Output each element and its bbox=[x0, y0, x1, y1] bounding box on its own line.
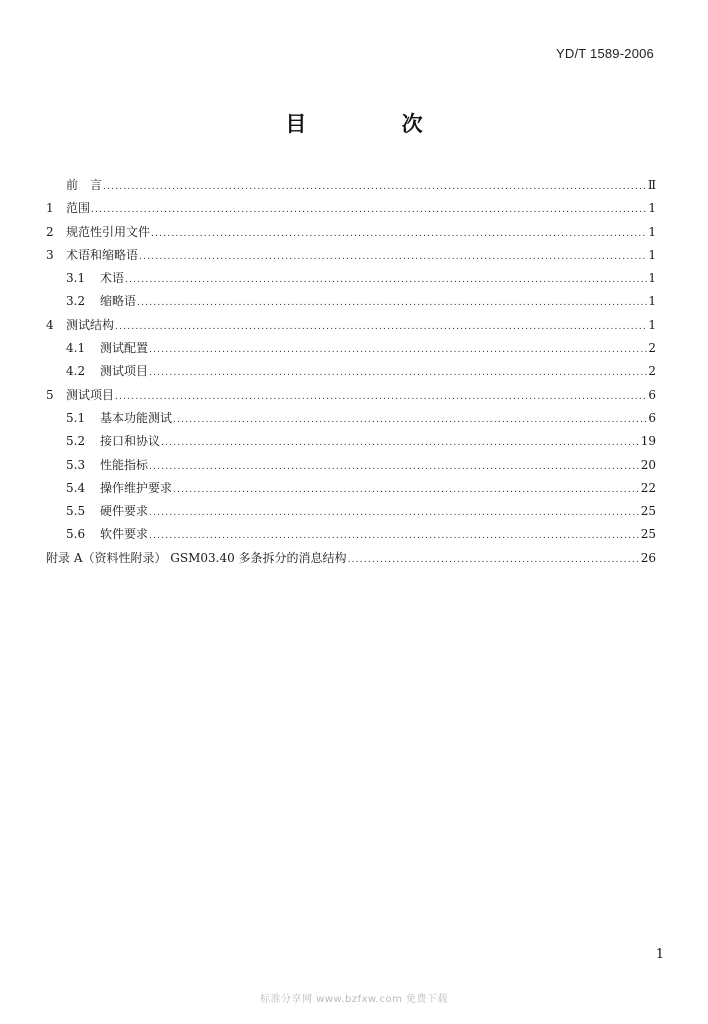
toc-entry-number: 5.4 bbox=[66, 480, 86, 495]
toc-entry-page: Ⅱ bbox=[647, 178, 656, 192]
toc-entry-number: 3 bbox=[46, 247, 54, 262]
toc-entry-number: 5.2 bbox=[66, 434, 86, 449]
toc-entry-label[interactable]: 附录 A（资料性附录） GSM03.40 多条拆分的消息结构 bbox=[46, 550, 347, 565]
toc-entry[interactable] bbox=[46, 174, 656, 197]
dot-leader bbox=[348, 549, 640, 572]
toc-entry-label[interactable]: 测试项目 bbox=[66, 387, 115, 402]
toc-entry-page: 1 bbox=[648, 294, 656, 309]
toc-entry-label[interactable]: 前 言 bbox=[66, 178, 103, 192]
toc-entry-label[interactable]: 接口和协议 bbox=[100, 434, 161, 449]
toc-entry[interactable] bbox=[46, 500, 656, 523]
toc-entry-page: 2 bbox=[648, 364, 656, 379]
toc-entry-label[interactable]: 软件要求 bbox=[100, 527, 149, 542]
dot-leader bbox=[173, 409, 647, 432]
toc-entry[interactable] bbox=[46, 430, 656, 453]
dot-leader bbox=[161, 432, 640, 455]
toc-entry-number: 3.2 bbox=[66, 294, 86, 309]
toc-entry[interactable] bbox=[46, 290, 656, 313]
page-number: 1 bbox=[655, 947, 664, 962]
toc-entry-page: 25 bbox=[640, 527, 656, 542]
dot-leader bbox=[91, 199, 647, 222]
toc-entry-page: 6 bbox=[648, 410, 656, 425]
toc-entry-label[interactable]: 缩略语 bbox=[100, 294, 137, 309]
toc-entry-label[interactable]: 术语和缩略语 bbox=[66, 247, 139, 262]
toc-entry-label[interactable]: 硬件要求 bbox=[100, 504, 149, 519]
toc-entry[interactable] bbox=[46, 384, 656, 407]
toc-entry-number: 5.6 bbox=[66, 527, 86, 542]
dot-leader bbox=[173, 479, 640, 502]
toc-entry-number: 2 bbox=[46, 224, 54, 239]
toc-entry-number: 5.5 bbox=[66, 504, 86, 519]
toc-entry-page: 19 bbox=[640, 434, 656, 449]
toc-entry[interactable] bbox=[46, 337, 656, 360]
toc-entry[interactable] bbox=[46, 454, 656, 477]
dot-leader bbox=[115, 316, 647, 339]
toc-entry-page: 2 bbox=[648, 341, 656, 356]
toc-entry-number: 5.3 bbox=[66, 457, 86, 472]
dot-leader bbox=[149, 502, 640, 525]
toc-entry-number: 1 bbox=[46, 201, 54, 216]
table-of-contents bbox=[46, 174, 656, 570]
toc-entry-label[interactable]: 测试配置 bbox=[100, 341, 149, 356]
toc-entry-page: 1 bbox=[648, 317, 656, 332]
toc-entry-page: 25 bbox=[640, 504, 656, 519]
toc-entry[interactable] bbox=[46, 407, 656, 430]
toc-entry[interactable] bbox=[46, 244, 656, 267]
toc-entry-number: 4.2 bbox=[66, 364, 86, 379]
toc-entry-page: 22 bbox=[640, 480, 656, 495]
dot-leader bbox=[103, 176, 647, 199]
dot-leader bbox=[137, 292, 647, 315]
toc-entry[interactable] bbox=[46, 523, 656, 546]
toc-entry-label[interactable]: 基本功能测试 bbox=[100, 410, 173, 425]
toc-entry-page: 1 bbox=[648, 224, 656, 239]
toc-entry-label[interactable]: 测试项目 bbox=[100, 364, 149, 379]
toc-entry-number: 4 bbox=[46, 317, 54, 332]
toc-entry-label[interactable]: 术语 bbox=[100, 271, 125, 286]
toc-entry-page: 26 bbox=[640, 550, 656, 565]
toc-entry-label[interactable]: 操作维护要求 bbox=[100, 480, 173, 495]
dot-leader bbox=[149, 456, 640, 479]
toc-entry-number: 5.1 bbox=[66, 410, 86, 425]
toc-entry[interactable] bbox=[46, 547, 656, 570]
dot-leader bbox=[149, 339, 647, 362]
toc-entry-page: 1 bbox=[648, 271, 656, 286]
dot-leader bbox=[149, 525, 640, 548]
toc-title: 目 次 bbox=[285, 112, 467, 136]
toc-entry[interactable] bbox=[46, 197, 656, 220]
toc-entry-page: 20 bbox=[640, 457, 656, 472]
watermark: 标准分享网 www.bzfxw.com 免费下载 bbox=[260, 994, 448, 1005]
dot-leader bbox=[115, 386, 647, 409]
toc-entry-label[interactable]: 规范性引用文件 bbox=[66, 224, 151, 239]
toc-entry-page: 1 bbox=[648, 247, 656, 262]
dot-leader bbox=[139, 246, 647, 269]
dot-leader bbox=[151, 223, 647, 246]
toc-entry[interactable] bbox=[46, 360, 656, 383]
toc-entry-number: 4.1 bbox=[66, 341, 86, 356]
toc-entry-page: 6 bbox=[648, 387, 656, 402]
toc-entry[interactable] bbox=[46, 221, 656, 244]
toc-entry-label[interactable]: 性能指标 bbox=[100, 457, 149, 472]
toc-entry[interactable] bbox=[46, 267, 656, 290]
toc-entry[interactable] bbox=[46, 477, 656, 500]
toc-entry-number: 5 bbox=[46, 387, 54, 402]
toc-entry-label[interactable]: 范围 bbox=[66, 201, 91, 216]
dot-leader bbox=[149, 362, 647, 385]
toc-entry-number: 3.1 bbox=[66, 271, 86, 286]
standard-code: YD/T 1589-2006 bbox=[556, 46, 654, 61]
dot-leader bbox=[125, 269, 647, 292]
toc-entry-page: 1 bbox=[648, 201, 656, 216]
toc-entry-label[interactable]: 测试结构 bbox=[66, 317, 115, 332]
toc-entry[interactable] bbox=[46, 314, 656, 337]
